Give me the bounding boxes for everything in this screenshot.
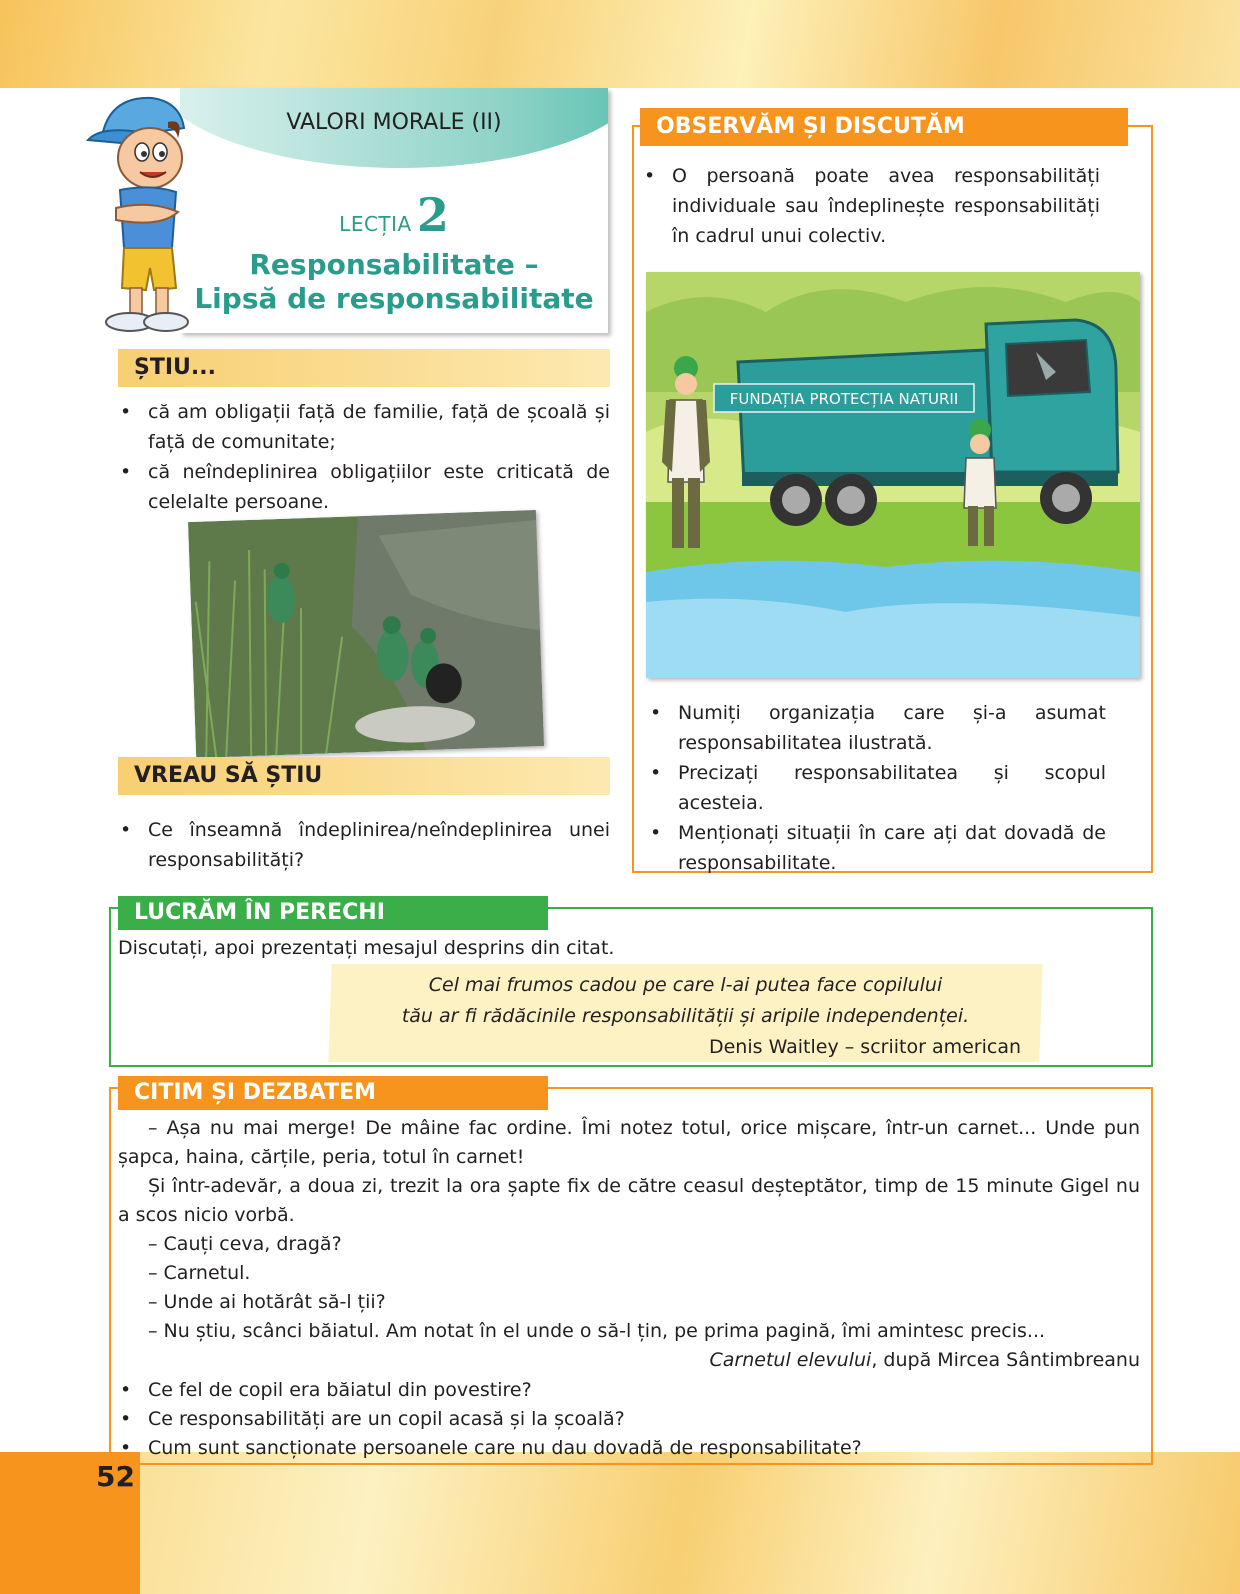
vreau-list xyxy=(116,815,610,875)
lesson-header-card xyxy=(180,88,608,333)
story-source xyxy=(118,1346,1140,1375)
volunteers-cleaning-photo xyxy=(188,510,544,758)
quote-author: Denis Waitley – scriitor american xyxy=(708,1036,1021,1058)
citim-question: • Ce fel de copil era băiatul din povestire? xyxy=(116,1376,1136,1405)
lesson-title-line2: Lipsă de responsabilitate xyxy=(194,282,594,315)
citim-questions xyxy=(116,1376,1136,1463)
story-text xyxy=(118,1114,1140,1375)
story-paragraph: – Cauți ceva, dragă? xyxy=(148,1233,342,1255)
observam-intro-list xyxy=(640,161,1100,251)
observam-question: • Menționați situații în care ați dat dovadă de responsabilitate. xyxy=(646,818,1106,878)
perechi-instruction: Discutați, apoi prezentați mesajul desprins din citat. xyxy=(118,937,615,959)
story-paragraph: Și într-adevăr, a doua zi, trezit la ora șapte fix de către ceasul deșteptător, timp de 15 minute Gigel nu a scos nicio vorbă. xyxy=(118,1175,1140,1226)
stiu-item: • că neîndeplinirea obligațiilor este criticată de celelalte persoane. xyxy=(116,457,610,517)
story-source-author: , după Mircea Sântimbreanu xyxy=(871,1349,1140,1371)
lesson-label xyxy=(180,188,608,242)
observam-questions xyxy=(646,698,1106,878)
lesson-title xyxy=(180,248,608,316)
quote-text xyxy=(330,970,1041,1032)
story-paragraph: – Carnetul. xyxy=(148,1262,251,1284)
page-number: 52 xyxy=(96,1460,135,1493)
story-source-title: Carnetul elevului xyxy=(709,1349,872,1371)
perechi-heading: LUCRĂM ÎN PERECHI xyxy=(118,896,548,930)
vreau-item: • Ce înseamnă îndeplinirea/neîndeplinirea unei responsabilități? xyxy=(116,815,610,875)
stiu-list xyxy=(116,397,610,517)
category-title: VALORI MORALE (II) xyxy=(286,110,502,135)
story-paragraph: – Unde ai hotărât să-l ții? xyxy=(148,1291,386,1313)
observam-heading: OBSERVĂM ȘI DISCUTĂM xyxy=(640,108,1128,146)
stiu-item: • că am obligații față de familie, față de școală și față de comunitate; xyxy=(116,397,610,457)
citim-question: • Ce responsabilități are un copil acasă și la școală? xyxy=(116,1405,1136,1434)
truck-sign-text: FUNDAȚIA PROTECȚIA NATURII xyxy=(729,390,959,408)
citim-heading: CITIM ȘI DEZBATEM xyxy=(118,1076,548,1110)
quote-line2: tău ar fi rădăcinile responsabilității și aripile independenței. xyxy=(401,1005,970,1027)
bottom-decor-band xyxy=(0,1452,1240,1594)
story-paragraph: – Așa nu mai merge! De mâine fac ordine. Îmi notez totul, orice mișcare, într-un carnet... Unde pun șapca, haina, cărțile, peria, totul în carnet! xyxy=(118,1117,1140,1168)
stiu-heading: ȘTIU... xyxy=(118,349,610,387)
story-paragraph: – Nu știu, scânci băiatul. Am notat în el unde o să-l țin, pe prima pagină, îmi amintesc precis... xyxy=(148,1320,1046,1342)
top-decor-band xyxy=(0,0,1240,88)
green-truck-illustration xyxy=(646,272,1140,678)
lesson-number: 2 xyxy=(416,188,449,242)
quote-line1: Cel mai frumos cadou pe care l-ai putea face copilului xyxy=(428,974,943,996)
boy-mascot-illustration xyxy=(80,88,210,338)
observam-question: • Numiți organizația care și-a asumat responsabilitatea ilustrată. xyxy=(646,698,1106,758)
lesson-title-line1: Responsabilitate – xyxy=(249,248,539,281)
observam-intro: • O persoană poate avea responsabilități individuale sau îndeplinește responsabilități în cadrul unui colectiv. xyxy=(640,161,1100,251)
observam-question: • Precizați responsabilitatea și scopul acesteia. xyxy=(646,758,1106,818)
lesson-label-text: LECȚIA xyxy=(339,212,412,236)
vreau-heading: VREAU SĂ ȘTIU xyxy=(118,757,610,795)
citim-question: • Cum sunt sancționate persoanele care nu dau dovadă de responsabilitate? xyxy=(116,1434,1136,1463)
